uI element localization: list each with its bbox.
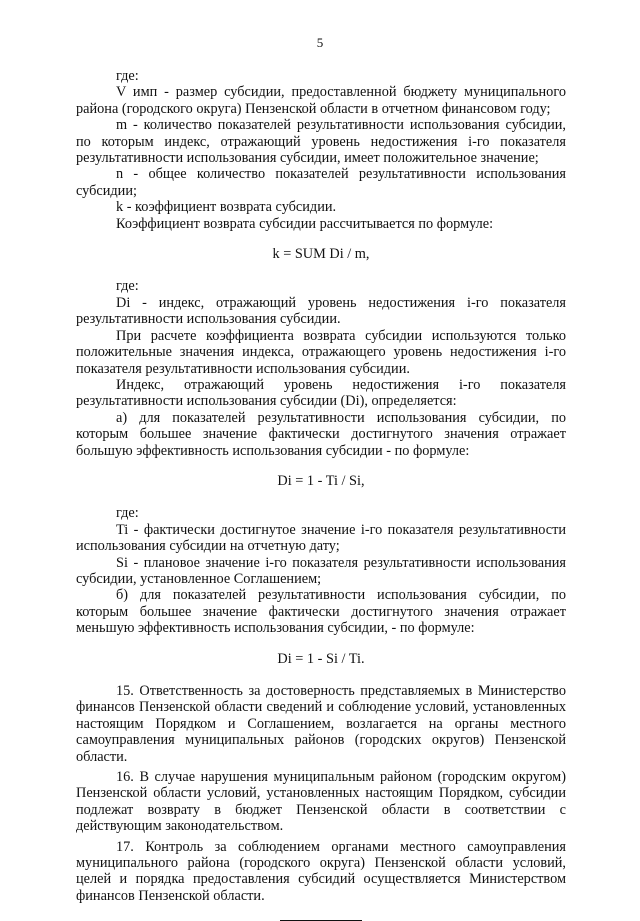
clause-16: 16. В случае нарушения муниципальным районом (городским округом) Пензенской области условий, установленных настоящим Порядком, субсидии подлежат возврату в бюджет Пензенской области в соответствии с действующим законодательством. xyxy=(76,769,566,835)
formula-k: k = SUM Di / m, xyxy=(272,246,370,263)
k-definition: k - коэффициент возврата субсидии. xyxy=(116,199,337,216)
clause-17: 17. Контроль за соблюдением органами местного самоуправления муниципального района (городского округа) Пензенской области условий, целей и порядка предоставления субсидий осуществляется Министерством финансов Пензенской области. xyxy=(76,838,566,904)
case-a: а) для показателей результативности использования субсидии, по которым большее значение фактически достигнутого значения отражает большую эффективность использования субсидии - по формуле: xyxy=(76,409,566,459)
k-calculation-intro: Коэффициент возврата субсидии рассчитывается по формуле: xyxy=(116,215,494,232)
formula-d-a: Di = 1 - Ti / Si, xyxy=(277,472,365,489)
formula-d-b: Di = 1 - Si / Ti. xyxy=(277,650,365,667)
where-label: где: xyxy=(116,278,139,295)
where-label: где: xyxy=(116,68,139,84)
t-definition: Ti - фактически достигнутое значение i-го показателя результативности использования субсидии на отчетную дату; xyxy=(76,521,566,555)
page-number: 5 xyxy=(316,35,324,50)
d-definition: Di - индекс, отражающий уровень недостижения i-го показателя результативности использования субсидии. xyxy=(76,294,566,328)
document-body xyxy=(76,68,566,921)
m-definition: m - количество показателей результативности использования субсидии, по которым индекс, отражающий уровень недостижения i-го показателя результативности использования субсидии, имеет положительное значение; xyxy=(76,117,566,167)
clause-15: 15. Ответственность за достоверность представляемых в Министерство финансов Пензенской области сведений и соблюдение условий, установленных настоящим Порядком и Соглашением, возлагается на органы местного самоуправления муниципальных районов (городских округов) Пензенской области. xyxy=(76,683,566,765)
calc-rule: При расчете коэффициента возврата субсидии используются только положительные значения индекса, отражающего уровень недостижения i-го показателя результативности использования субсидии. xyxy=(76,327,566,377)
n-definition: n - общее количество показателей результативности использования субсидии; xyxy=(76,166,566,199)
v-definition: V имп - размер субсидии, предоставленной бюджету муниципального района (городского округа) Пензенской области в отчетном финансовом году; xyxy=(76,84,566,117)
where-label: где: xyxy=(116,505,139,522)
s-definition: Si - плановое значение i-го показателя результативности использования субсидии, установленное Соглашением; xyxy=(76,554,566,587)
index-rule: Индекс, отражающий уровень недостижения i-го показателя результативности использования субсидии (Di), определяется: xyxy=(76,376,566,410)
case-b: б) для показателей результативности использования субсидии, по которым большее значение фактически достигнутого значения отражает меньшую эффективность использования субсидии, - по формуле: xyxy=(76,587,566,637)
